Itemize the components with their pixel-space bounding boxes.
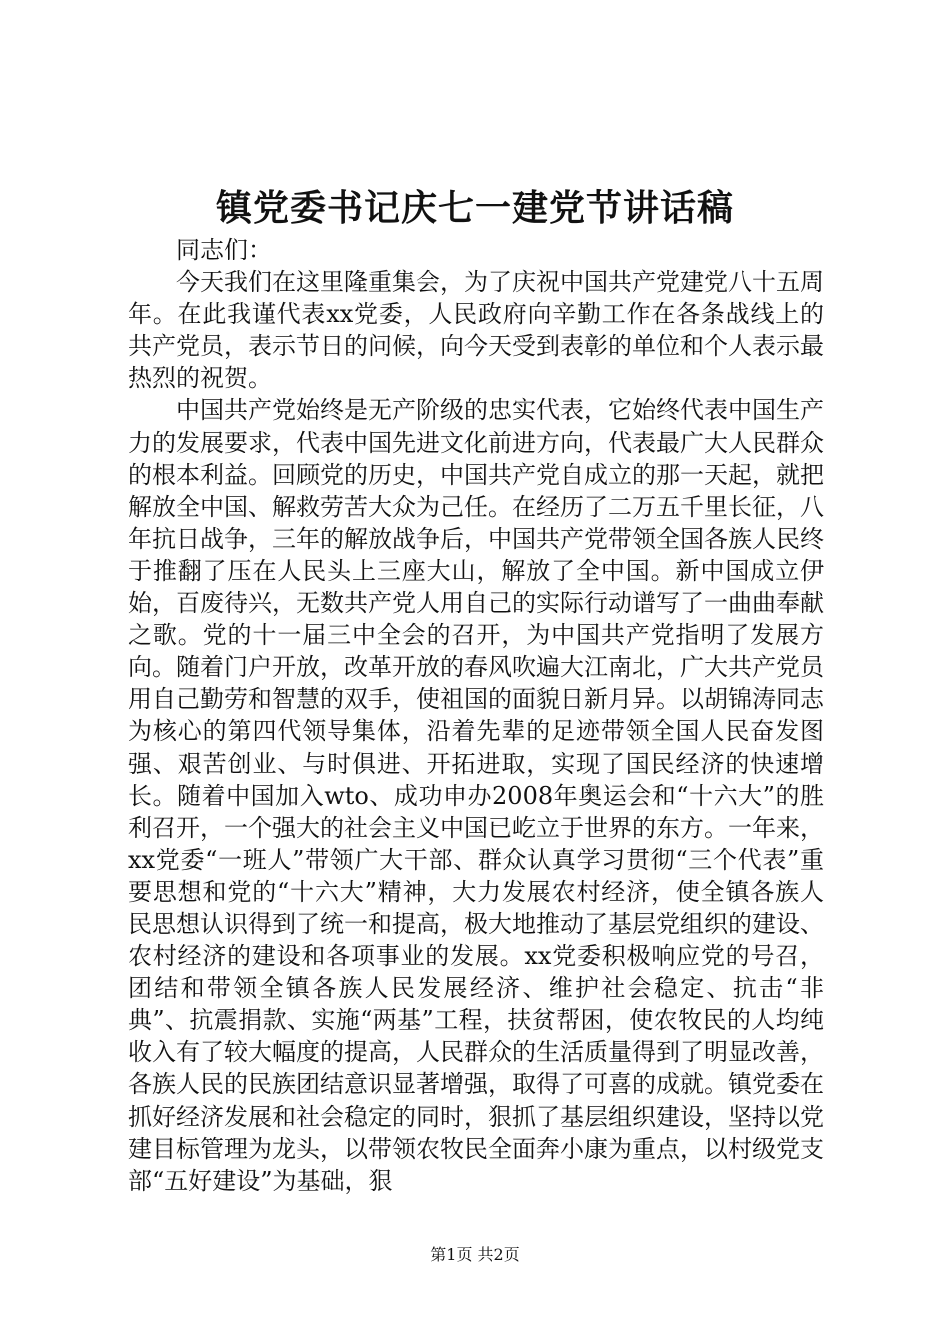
document-title: 镇党委书记庆七一建党节讲话稿 — [215, 187, 734, 229]
document-body — [128, 234, 824, 1197]
body-paragraph-1: 今天我们在这里隆重集会，为了庆祝中国共产党建党八十五周年。在此我谨代表xx党委，人民政府向辛勤工作在各条战线上的共产党员，表示节日的问候，向今天受到表彰的单位和个人表示最热烈的祝贺。 — [128, 268, 824, 393]
page-number: 第1页 共2页 — [430, 1245, 520, 1264]
salutation-paragraph: 同志们： — [176, 236, 272, 264]
body-paragraph-2: 中国共产党始终是无产阶级的忠实代表，它始终代表中国生产力的发展要求，代表中国先进文化前进方向，代表最广大人民群众的根本利益。回顾党的历史，中国共产党自成立的那一天起，就把解放全中国、解救劳苦大众为己任。在经历了二万五千里长征，八年抗日战争，三年的解放战争后，中国共产党带领全国各族人民终于推翻了压在人民头上三座大山，解放了全中国。新中国成立伊始，百废待兴，无数共产党人用自己的实际行动谱写了一曲曲奉献之歌。党的十一届三中全会的召开，为中国共产党指明了发展方向。随着门户开放，改革开放的春风吹遍大江南北，广大共产党员用自己勤劳和智慧的双手，使祖国的面貌日新月异。以胡锦涛同志为核心的第四代领导集体，沿着先辈的足迹带领全国人民奋发图强、艰苦创业、与时俱进、开拓进取，实现了国民经济的快速增长。随着中国加入wto、成功申办2008年奥运会和“十六大”的胜利召开，一个强大的社会主义中国已屹立于世界的东方。一年来，xx党委“一班人”带领广大干部、群众认真学习贯彻“三个代表”重要思想和党的“十六大”精神，大力发展农村经济，使全镇各族人民思想认识得到了统一和提高，极大地推动了基层党组织的建设、农村经济的建设和各项事业的发展。xx党委积极响应党的号召，团结和带领全镇各族人民发展经济、维护社会稳定、抗击“非典”、抗震捐款、实施“两基”工程，扶贫帮困，使农牧民的人均纯收入有了较大幅度的提高，人民群众的生活质量得到了明显改善，各族人民的民族团结意识显著增强，取得了可喜的成就。镇党委在抓好经济发展和社会稳定的同时，狠抓了基层组织建设，坚持以党建目标管理为龙头，以带领农牧民全面奔小康为重点，以村级党支部“五好建设”为基础，狠 — [128, 396, 824, 1195]
